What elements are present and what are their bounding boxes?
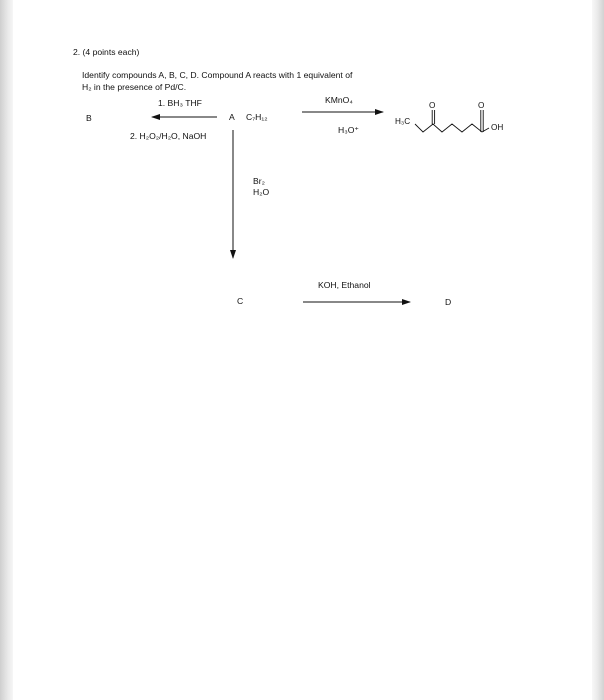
reagent-h2o2-naoh: 2. H₂O₂/H₂O, NaOH bbox=[130, 131, 207, 141]
compound-a-formula: C₇H₁₂ bbox=[246, 112, 268, 122]
reagent-bh3-thf: 1. BH₃ THF bbox=[158, 98, 202, 108]
reagent-h2o: H₂O bbox=[253, 187, 270, 197]
reagent-koh-ethanol: KOH, Ethanol bbox=[318, 280, 371, 290]
reagent-br2: Br₂ bbox=[253, 176, 265, 186]
label-compound-c: C bbox=[237, 296, 244, 306]
product-skeletal-structure bbox=[415, 110, 489, 132]
reagent-kmno4: KMnO₄ bbox=[325, 95, 353, 105]
product-hydroxyl-label: OH bbox=[491, 123, 504, 132]
reagent-h3o-plus: H₃O⁺ bbox=[338, 125, 359, 135]
label-compound-d: D bbox=[445, 297, 452, 307]
product-methyl-label: H₃C bbox=[395, 117, 411, 126]
label-compound-a: A bbox=[229, 112, 235, 122]
label-compound-b: B bbox=[86, 113, 92, 123]
question-text-line2: H₂ in the presence of Pd/C. bbox=[82, 82, 187, 92]
product-ketone-oxygen: O bbox=[429, 101, 436, 110]
carbon-chain-bonds bbox=[415, 124, 489, 132]
question-text-line1: Identify compounds A, B, C, D. Compound A reacts with 1 equivalent of bbox=[82, 70, 353, 80]
product-acid-oxygen: O bbox=[478, 101, 485, 110]
question-header: 2. (4 points each) bbox=[73, 47, 140, 57]
